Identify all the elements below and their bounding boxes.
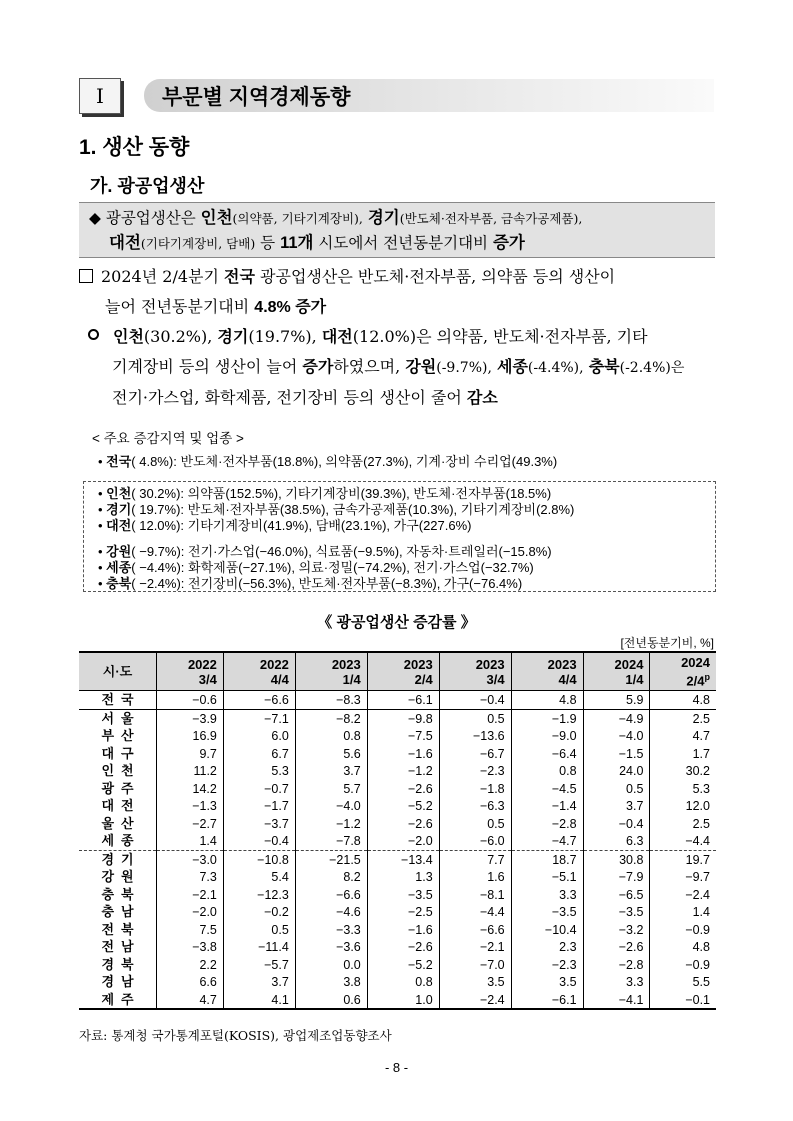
- table-row: [79, 691, 716, 710]
- table-cell: 5.7: [295, 780, 367, 798]
- table-cell: −4.4: [439, 903, 511, 921]
- table-cell: −0.4: [439, 691, 511, 710]
- table-cell: −8.3: [295, 691, 367, 710]
- table-cell: −3.8: [157, 938, 224, 956]
- table-cell: −9.8: [367, 709, 439, 727]
- region-name: 제주: [79, 991, 157, 1010]
- table-cell: −0.9: [650, 921, 716, 939]
- table-cell: −0.4: [223, 832, 295, 850]
- table-cell: −5.7: [223, 956, 295, 974]
- period-header: 2023 4/4: [511, 652, 583, 691]
- table-cell: −7.8: [295, 832, 367, 850]
- source-note: 자료: 통계청 국가통계포털(KOSIS), 광업제조업동향조사: [79, 1028, 392, 1043]
- table-cell: 0.5: [223, 921, 295, 939]
- table-cell: −6.5: [583, 886, 650, 904]
- table-cell: 0.6: [295, 991, 367, 1010]
- table-cell: −21.5: [295, 850, 367, 868]
- table-cell: −3.7: [223, 815, 295, 833]
- table-cell: −1.8: [439, 780, 511, 798]
- table-cell: −0.6: [157, 691, 224, 710]
- table-cell: 4.8: [650, 938, 716, 956]
- table-cell: 14.2: [157, 780, 224, 798]
- table-cell: 7.3: [157, 868, 224, 886]
- table-cell: 3.5: [511, 973, 583, 991]
- table-cell: −11.4: [223, 938, 295, 956]
- heading-production: 1. 생산 동향: [79, 136, 190, 159]
- table-cell: 3.7: [223, 973, 295, 991]
- table-cell: −1.5: [583, 745, 650, 763]
- table-cell: −7.0: [439, 956, 511, 974]
- note-decrease-list: [98, 544, 552, 592]
- table-cell: −4.0: [295, 797, 367, 815]
- table-cell: 7.5: [157, 921, 224, 939]
- table-cell: −0.7: [223, 780, 295, 798]
- section-title: 부문별 지역경제동향: [162, 85, 351, 109]
- table-row: [79, 832, 716, 850]
- table-cell: −3.9: [157, 709, 224, 727]
- table-row: [79, 868, 716, 886]
- table-row: [79, 921, 716, 939]
- note-item: • 강원( −9.7%): 전기·가스업(−46.0%), 식료품(−9.5%), 자동차·트레일러(−15.8%): [98, 544, 552, 559]
- table-cell: 11.2: [157, 762, 224, 780]
- table-cell: −3.5: [367, 886, 439, 904]
- table-cell: 0.8: [511, 762, 583, 780]
- table-cell: −2.8: [583, 956, 650, 974]
- table-cell: −3.5: [583, 903, 650, 921]
- table-cell: −7.1: [223, 709, 295, 727]
- table-cell: −2.4: [650, 886, 716, 904]
- table-cell: 6.7: [223, 745, 295, 763]
- production-growth-table: [79, 651, 716, 1010]
- table-row: [79, 815, 716, 833]
- table-cell: −9.0: [511, 727, 583, 745]
- table-cell: −4.6: [295, 903, 367, 921]
- table-row: [79, 709, 716, 727]
- table-cell: −6.7: [439, 745, 511, 763]
- table-cell: −2.8: [511, 815, 583, 833]
- table-cell: −2.4: [439, 991, 511, 1010]
- table-row: [79, 727, 716, 745]
- note-header: < 주요 증감지역 및 업종 >: [92, 431, 244, 446]
- table-cell: −4.1: [583, 991, 650, 1010]
- table-cell: −3.2: [583, 921, 650, 939]
- region-name: 충북: [101, 886, 141, 902]
- table-cell: 2.5: [650, 815, 716, 833]
- diamond-bullet-icon: ◆: [89, 209, 101, 227]
- table-cell: −2.6: [367, 938, 439, 956]
- table-cell: 24.0: [583, 762, 650, 780]
- section-numeral: Ⅰ: [96, 84, 104, 108]
- table-cell: 4.8: [650, 691, 716, 710]
- table-cell: −10.4: [511, 921, 583, 939]
- table-cell: −0.9: [650, 956, 716, 974]
- table-cell: −3.5: [511, 903, 583, 921]
- region-name: 충남: [101, 904, 141, 920]
- table-cell: −5.2: [367, 797, 439, 815]
- table-cell: 3.7: [295, 762, 367, 780]
- region-name: 경북: [101, 956, 141, 972]
- table-cell: −1.2: [295, 815, 367, 833]
- table-cell: 0.5: [439, 709, 511, 727]
- table-cell: 9.7: [157, 745, 224, 763]
- table-cell: −1.4: [511, 797, 583, 815]
- table-header-row: [79, 652, 716, 691]
- region-column-header: 시·도: [79, 652, 157, 691]
- note-item: • 대전( 12.0%): 기타기계장비(41.9%), 담배(23.1%), 가구(227.6%): [98, 518, 472, 533]
- table-unit: [전년동분기비, %]: [620, 636, 714, 650]
- table-cell: −4.4: [650, 832, 716, 850]
- table-cell: −7.9: [583, 868, 650, 886]
- table-cell: 0.5: [439, 815, 511, 833]
- table-cell: 4.8: [511, 691, 583, 710]
- table-cell: 5.3: [650, 780, 716, 798]
- table-cell: −6.0: [439, 832, 511, 850]
- table-cell: 5.9: [583, 691, 650, 710]
- table-cell: −1.3: [157, 797, 224, 815]
- heading-mining-manufacturing: 가. 광공업생산: [90, 176, 205, 196]
- period-header: 2023 3/4: [439, 652, 511, 691]
- table-cell: −7.5: [367, 727, 439, 745]
- table-cell: −0.1: [650, 991, 716, 1010]
- table-cell: −5.2: [367, 956, 439, 974]
- table-row: [79, 886, 716, 904]
- region-name: 경기: [101, 851, 141, 867]
- table-cell: 4.7: [157, 991, 224, 1010]
- section-title-bar: [144, 79, 714, 112]
- table-cell: −4.5: [511, 780, 583, 798]
- note-item: • 세종( −4.4%): 화학제품(−27.1%), 의료·정밀(−74.2%), 전기·가스업(−32.7%): [98, 560, 534, 575]
- table-row: [79, 780, 716, 798]
- summary-line-2: 대전(기타기계장비, 담배) 등 11개 시도에서 전년동분기대비 증가: [109, 234, 525, 252]
- table-cell: −4.9: [583, 709, 650, 727]
- region-name: 대구: [101, 745, 141, 761]
- table-cell: 3.5: [439, 973, 511, 991]
- table-row: [79, 797, 716, 815]
- table-cell: 2.5: [650, 709, 716, 727]
- note-national: • 전국( 4.8%): 반도체·전자부품(18.8%), 의약품(27.3%), 기계·장비 수리업(49.3%): [98, 454, 558, 469]
- table-cell: −6.1: [511, 991, 583, 1010]
- region-name: 광주: [101, 780, 141, 796]
- summary-line-1: ◆ 광공업생산은 인천(의약품, 기타기계장비), 경기(반도체·전자부품, 금속가공제품),: [89, 209, 583, 227]
- table-cell: 6.6: [157, 973, 224, 991]
- table-cell: −5.1: [511, 868, 583, 886]
- table-cell: 0.0: [295, 956, 367, 974]
- period-header: 2023 2/4: [367, 652, 439, 691]
- table-cell: −9.7: [650, 868, 716, 886]
- checkbox-square-icon: [79, 269, 93, 283]
- period-header: 2022 4/4: [223, 652, 295, 691]
- table-cell: −2.3: [511, 956, 583, 974]
- table-cell: −13.6: [439, 727, 511, 745]
- table-cell: −6.6: [223, 691, 295, 710]
- section-number-box: [79, 78, 121, 114]
- table-cell: −1.6: [367, 745, 439, 763]
- period-header: 2024 2/4$^p$: [650, 652, 716, 691]
- table-cell: −8.2: [295, 709, 367, 727]
- circle-bullet-icon: [88, 329, 99, 340]
- table-cell: −4.0: [583, 727, 650, 745]
- region-name: 인천: [101, 763, 141, 779]
- table-cell: 12.0: [650, 797, 716, 815]
- table-cell: 4.1: [223, 991, 295, 1010]
- table-cell: 5.6: [295, 745, 367, 763]
- table-row: [79, 938, 716, 956]
- table-cell: −1.9: [511, 709, 583, 727]
- table-cell: −2.0: [367, 832, 439, 850]
- table-cell: −4.7: [511, 832, 583, 850]
- table-cell: −2.6: [367, 815, 439, 833]
- table-row: [79, 973, 716, 991]
- region-name: 대전: [101, 798, 141, 814]
- table-cell: 0.8: [367, 973, 439, 991]
- note-item: • 경기( 19.7%): 반도체·전자부품(38.5%), 금속가공제품(10.3%), 기타기계장비(2.8%): [98, 502, 575, 517]
- note-increase-list: [98, 486, 574, 534]
- table-cell: −2.3: [439, 762, 511, 780]
- table-cell: −2.0: [157, 903, 224, 921]
- table-cell: −1.2: [367, 762, 439, 780]
- table-cell: 1.4: [650, 903, 716, 921]
- table-cell: 5.5: [650, 973, 716, 991]
- table-row: [79, 903, 716, 921]
- table-cell: 18.7: [511, 850, 583, 868]
- table-cell: −13.4: [367, 850, 439, 868]
- table-cell: −6.6: [439, 921, 511, 939]
- table-cell: −2.6: [583, 938, 650, 956]
- period-header: 2023 1/4: [295, 652, 367, 691]
- summary-box: [79, 202, 715, 258]
- note-item: • 충북( −2.4%): 전기장비(−56.3%), 반도체·전자부품(−8.3%), 가구(−76.4%): [98, 576, 523, 591]
- region-name: 경남: [101, 974, 141, 990]
- table-cell: 2.3: [511, 938, 583, 956]
- table-cell: −2.7: [157, 815, 224, 833]
- table-cell: −6.4: [511, 745, 583, 763]
- table-cell: 4.7: [650, 727, 716, 745]
- national-paragraph: 2024년 2/4분기 전국 광공업생산은 반도체·전자부품, 의약품 등의 생산이 늘어 전년동분기대비 4.8% 증가: [79, 262, 719, 322]
- table-row: [79, 991, 716, 1010]
- table-cell: −1.7: [223, 797, 295, 815]
- table-cell: 1.7: [650, 745, 716, 763]
- table-cell: 3.3: [511, 886, 583, 904]
- table-row: [79, 762, 716, 780]
- table-cell: 3.8: [295, 973, 367, 991]
- table-cell: −0.4: [583, 815, 650, 833]
- table-cell: 3.7: [583, 797, 650, 815]
- table-cell: −10.8: [223, 850, 295, 868]
- table-cell: 1.6: [439, 868, 511, 886]
- page-number: - 8 -: [384, 1060, 409, 1075]
- table-cell: 0.5: [583, 780, 650, 798]
- table-cell: −6.3: [439, 797, 511, 815]
- table-cell: 16.9: [157, 727, 224, 745]
- table-cell: −12.3: [223, 886, 295, 904]
- region-name: 서울: [101, 710, 141, 726]
- table-cell: −3.0: [157, 850, 224, 868]
- table-cell: 30.8: [583, 850, 650, 868]
- table-cell: 6.0: [223, 727, 295, 745]
- table-cell: 1.4: [157, 832, 224, 850]
- period-header: 2024 1/4: [583, 652, 650, 691]
- table-cell: −3.3: [295, 921, 367, 939]
- region-name: 울산: [101, 815, 141, 831]
- table-cell: 1.3: [367, 868, 439, 886]
- table-row: [79, 956, 716, 974]
- table-cell: 5.3: [223, 762, 295, 780]
- note-item: • 인천( 30.2%): 의약품(152.5%), 기타기계장비(39.3%), 반도체·전자부품(18.5%): [98, 486, 552, 501]
- table-cell: −2.5: [367, 903, 439, 921]
- table-cell: 2.2: [157, 956, 224, 974]
- region-name: 전국: [79, 691, 157, 710]
- region-name: 전남: [101, 939, 141, 955]
- table-cell: 3.3: [583, 973, 650, 991]
- table-cell: −6.6: [295, 886, 367, 904]
- table-cell: 30.2: [650, 762, 716, 780]
- table-cell: −2.1: [157, 886, 224, 904]
- table-cell: −2.6: [367, 780, 439, 798]
- table-row: [79, 745, 716, 763]
- table-row: [79, 850, 716, 868]
- table-title: 《 광공업생산 증감률 》: [317, 614, 476, 631]
- table-cell: 7.7: [439, 850, 511, 868]
- table-cell: −6.1: [367, 691, 439, 710]
- region-name: 부산: [101, 728, 141, 744]
- period-header: 2022 3/4: [157, 652, 224, 691]
- table-cell: −8.1: [439, 886, 511, 904]
- regional-paragraph: 인천(30.2%), 경기(19.7%), 대전(12.0%)은 의약품, 반도체·전자부품, 기타 기계장비 등의 생산이 늘어 증가하였으며, 강원(-9.7%), 세종(-4.4%), 충북(-2.4%)은 전기·가스업, 화학제품, 전기장비 등의 생산이 줄어 감소: [88, 322, 728, 413]
- table-cell: 1.0: [367, 991, 439, 1010]
- table-cell: 0.8: [295, 727, 367, 745]
- table-cell: 8.2: [295, 868, 367, 886]
- region-name: 전북: [101, 921, 141, 937]
- table-cell: 19.7: [650, 850, 716, 868]
- table-cell: 6.3: [583, 832, 650, 850]
- region-name: 강원: [101, 869, 141, 885]
- table-cell: −1.6: [367, 921, 439, 939]
- table-cell: −3.6: [295, 938, 367, 956]
- table-cell: −2.1: [439, 938, 511, 956]
- table-cell: −0.2: [223, 903, 295, 921]
- table-cell: 5.4: [223, 868, 295, 886]
- region-name: 세종: [79, 832, 157, 850]
